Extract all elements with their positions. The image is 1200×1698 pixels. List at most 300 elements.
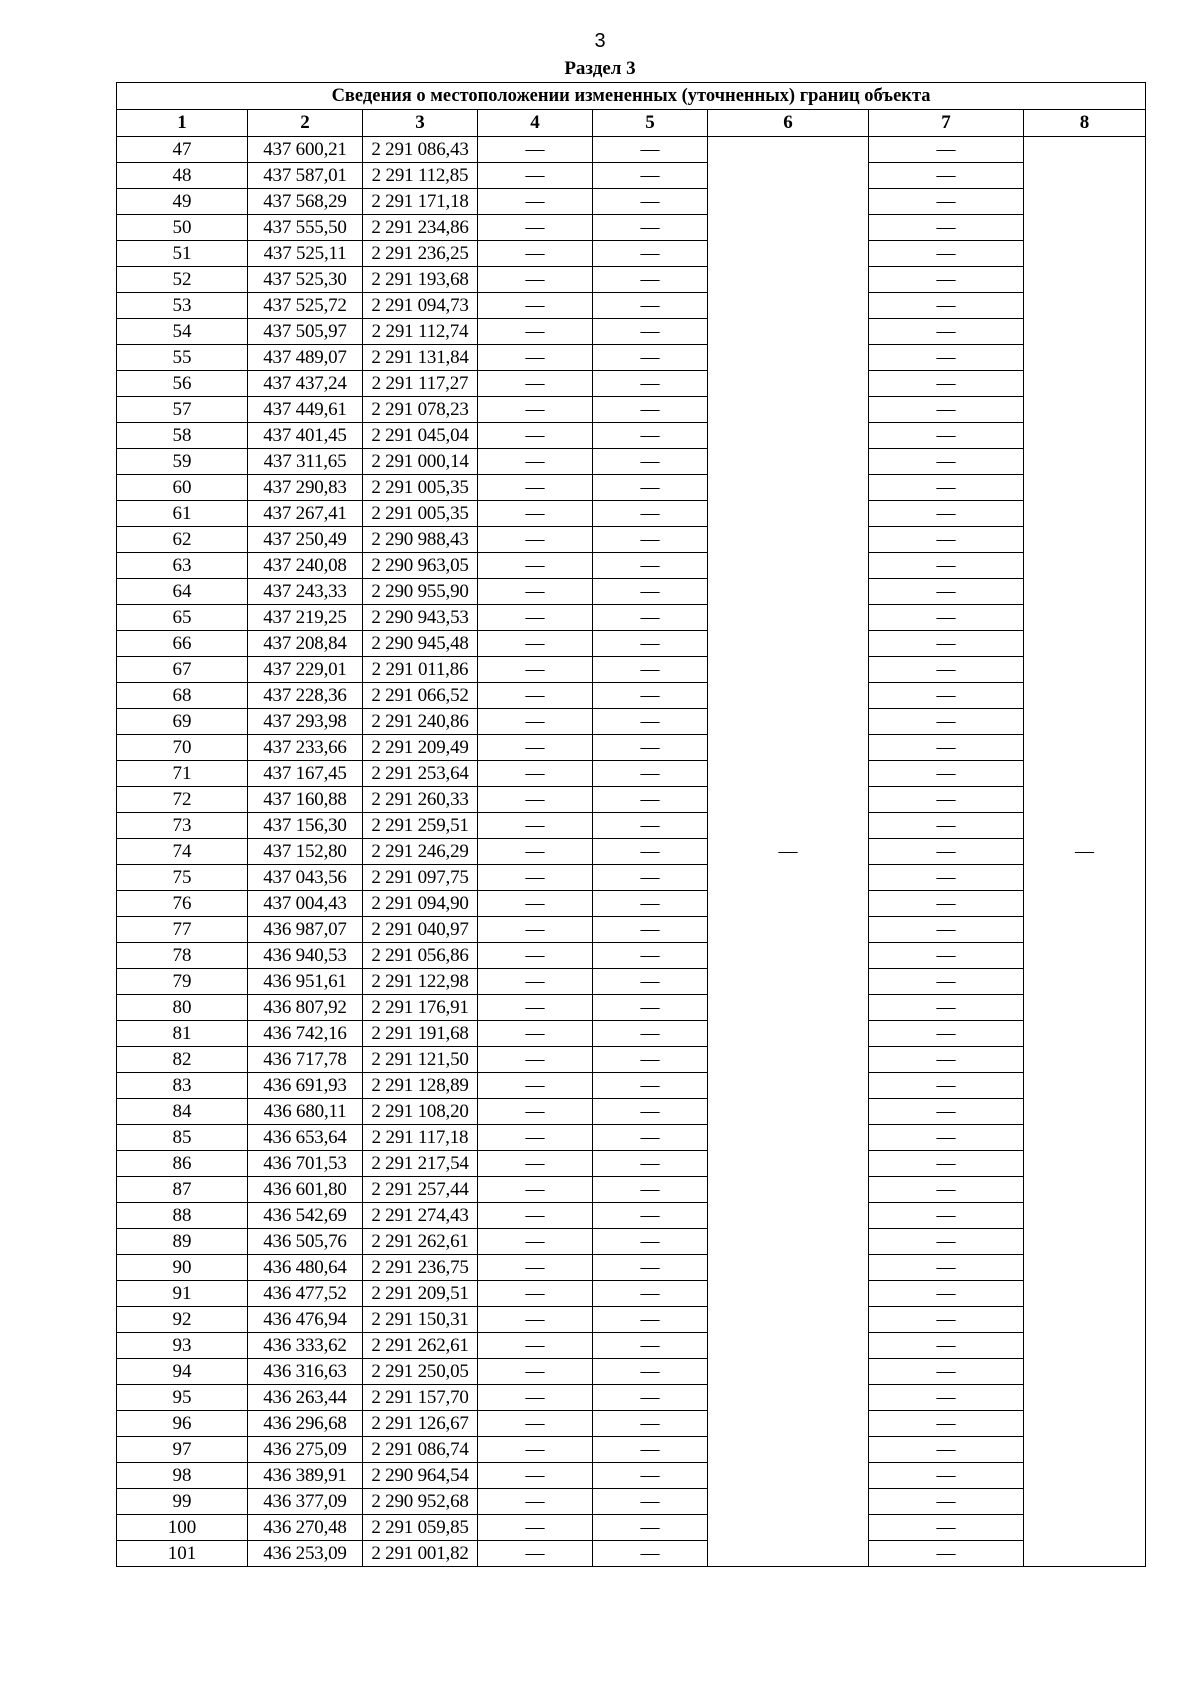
y-coordinate-cell: 2 291 217,54 (363, 1151, 478, 1177)
table-row (117, 1541, 1146, 1567)
column-7-cell: — (869, 1203, 1024, 1229)
point-number-cell: 56 (117, 371, 248, 397)
column-7-cell: — (869, 813, 1024, 839)
column-4-cell: — (478, 917, 593, 943)
y-coordinate-cell: 2 291 157,70 (363, 1385, 478, 1411)
column-7-cell: — (869, 215, 1024, 241)
x-coordinate-cell: 437 229,01 (248, 657, 363, 683)
point-number-cell: 98 (117, 1463, 248, 1489)
column-7-cell: — (869, 657, 1024, 683)
column-7-cell: — (869, 683, 1024, 709)
point-number-cell: 58 (117, 423, 248, 449)
column-5-cell: — (593, 1021, 708, 1047)
column-7-cell: — (869, 449, 1024, 475)
y-coordinate-cell: 2 291 094,73 (363, 293, 478, 319)
column-4-cell: — (478, 709, 593, 735)
column-4-cell: — (478, 761, 593, 787)
column-7-cell: — (869, 241, 1024, 267)
table-row (117, 1073, 1146, 1099)
point-number-cell: 82 (117, 1047, 248, 1073)
y-coordinate-cell: 2 291 112,74 (363, 319, 478, 345)
column-4-cell: — (478, 605, 593, 631)
column-4-cell: — (478, 423, 593, 449)
column-5-cell: — (593, 1177, 708, 1203)
column-4-cell: — (478, 1541, 593, 1567)
y-coordinate-cell: 2 291 209,51 (363, 1281, 478, 1307)
column-5-cell: — (593, 475, 708, 501)
y-coordinate-cell: 2 291 097,75 (363, 865, 478, 891)
x-coordinate-cell: 436 377,09 (248, 1489, 363, 1515)
column-7-cell: — (869, 501, 1024, 527)
table-row (117, 241, 1146, 267)
point-number-cell: 47 (117, 137, 248, 163)
table-row (117, 137, 1146, 163)
column-7-cell: — (869, 1411, 1024, 1437)
point-number-cell: 83 (117, 1073, 248, 1099)
column-5-cell: — (593, 969, 708, 995)
y-coordinate-cell: 2 291 078,23 (363, 397, 478, 423)
x-coordinate-cell: 437 160,88 (248, 787, 363, 813)
point-number-cell: 76 (117, 891, 248, 917)
table-row (117, 1203, 1146, 1229)
point-number-cell: 97 (117, 1437, 248, 1463)
point-number-cell: 78 (117, 943, 248, 969)
x-coordinate-cell: 436 742,16 (248, 1021, 363, 1047)
x-coordinate-cell: 436 717,78 (248, 1047, 363, 1073)
column-7-cell: — (869, 423, 1024, 449)
x-coordinate-cell: 436 263,44 (248, 1385, 363, 1411)
x-coordinate-cell: 437 208,84 (248, 631, 363, 657)
point-number-cell: 48 (117, 163, 248, 189)
y-coordinate-cell: 2 291 000,14 (363, 449, 478, 475)
table-row (117, 761, 1146, 787)
column-number-row (117, 110, 1146, 137)
y-coordinate-cell: 2 290 952,68 (363, 1489, 478, 1515)
y-coordinate-cell: 2 291 209,49 (363, 735, 478, 761)
x-coordinate-cell: 437 401,45 (248, 423, 363, 449)
column-5-cell: — (593, 1385, 708, 1411)
column-7-cell: — (869, 1125, 1024, 1151)
column-7-cell: — (869, 293, 1024, 319)
point-number-cell: 52 (117, 267, 248, 293)
column-5-cell: — (593, 1437, 708, 1463)
table-row (117, 371, 1146, 397)
column-7-cell: — (869, 917, 1024, 943)
column-4-cell: — (478, 475, 593, 501)
point-number-cell: 54 (117, 319, 248, 345)
column-7-cell: — (869, 475, 1024, 501)
column-5-cell: — (593, 1281, 708, 1307)
table-row (117, 969, 1146, 995)
y-coordinate-cell: 2 290 943,53 (363, 605, 478, 631)
column-4-cell: — (478, 1307, 593, 1333)
point-number-cell: 87 (117, 1177, 248, 1203)
y-coordinate-cell: 2 291 193,68 (363, 267, 478, 293)
table-body (117, 137, 1146, 1567)
x-coordinate-cell: 437 555,50 (248, 215, 363, 241)
table-row (117, 943, 1146, 969)
table-row (117, 397, 1146, 423)
column-5-cell: — (593, 813, 708, 839)
point-number-cell: 88 (117, 1203, 248, 1229)
point-number-cell: 70 (117, 735, 248, 761)
column-5-cell: — (593, 1073, 708, 1099)
column-4-cell: — (478, 891, 593, 917)
table-row (117, 1177, 1146, 1203)
y-coordinate-cell: 2 291 236,75 (363, 1255, 478, 1281)
y-coordinate-cell: 2 291 059,85 (363, 1515, 478, 1541)
column-5-cell: — (593, 891, 708, 917)
x-coordinate-cell: 436 333,62 (248, 1333, 363, 1359)
column-5-cell: — (593, 683, 708, 709)
x-coordinate-cell: 437 600,21 (248, 137, 363, 163)
x-coordinate-cell: 436 807,92 (248, 995, 363, 1021)
table-row (117, 553, 1146, 579)
table-row (117, 1047, 1146, 1073)
column-5-cell: — (593, 1255, 708, 1281)
y-coordinate-cell: 2 291 094,90 (363, 891, 478, 917)
column-number: 5 (593, 110, 708, 137)
column-7-cell: — (869, 527, 1024, 553)
point-number-cell: 51 (117, 241, 248, 267)
column-7-cell: — (869, 1047, 1024, 1073)
column-4-cell: — (478, 527, 593, 553)
column-4-cell: — (478, 1385, 593, 1411)
column-7-cell: — (869, 891, 1024, 917)
column-5-cell: — (593, 839, 708, 865)
table-row (117, 527, 1146, 553)
x-coordinate-cell: 437 152,80 (248, 839, 363, 865)
point-number-cell: 90 (117, 1255, 248, 1281)
table-row (117, 267, 1146, 293)
column-5-cell: — (593, 1333, 708, 1359)
column-4-cell: — (478, 1255, 593, 1281)
point-number-cell: 72 (117, 787, 248, 813)
column-4-cell: — (478, 787, 593, 813)
column-4-cell: — (478, 137, 593, 163)
column-5-cell: — (593, 1099, 708, 1125)
column-7-cell: — (869, 1541, 1024, 1567)
column-7-cell: — (869, 995, 1024, 1021)
y-coordinate-cell: 2 291 171,18 (363, 189, 478, 215)
y-coordinate-cell: 2 291 262,61 (363, 1333, 478, 1359)
x-coordinate-cell: 437 525,30 (248, 267, 363, 293)
column-5-cell: — (593, 293, 708, 319)
table-row (117, 1411, 1146, 1437)
column-4-cell: — (478, 1359, 593, 1385)
y-coordinate-cell: 2 290 964,54 (363, 1463, 478, 1489)
x-coordinate-cell: 436 505,76 (248, 1229, 363, 1255)
table-row (117, 813, 1146, 839)
x-coordinate-cell: 437 489,07 (248, 345, 363, 371)
table-row (117, 787, 1146, 813)
column-7-cell: — (869, 579, 1024, 605)
point-number-cell: 95 (117, 1385, 248, 1411)
column-4-cell: — (478, 1333, 593, 1359)
column-4-cell: — (478, 163, 593, 189)
column-7-cell: — (869, 1099, 1024, 1125)
column-number: 8 (1024, 110, 1146, 137)
table-row (117, 1489, 1146, 1515)
y-coordinate-cell: 2 291 246,29 (363, 839, 478, 865)
x-coordinate-cell: 436 951,61 (248, 969, 363, 995)
table-row (117, 215, 1146, 241)
column-7-cell: — (869, 319, 1024, 345)
point-number-cell: 57 (117, 397, 248, 423)
column-5-cell: — (593, 553, 708, 579)
column-7-cell: — (869, 1229, 1024, 1255)
point-number-cell: 85 (117, 1125, 248, 1151)
column-5-cell: — (593, 631, 708, 657)
y-coordinate-cell: 2 291 040,97 (363, 917, 478, 943)
y-coordinate-cell: 2 291 259,51 (363, 813, 478, 839)
table-row (117, 631, 1146, 657)
column-4-cell: — (478, 631, 593, 657)
column-number: 7 (869, 110, 1024, 137)
column-5-cell: — (593, 1411, 708, 1437)
y-coordinate-cell: 2 291 131,84 (363, 345, 478, 371)
column-7-cell: — (869, 189, 1024, 215)
table-row (117, 891, 1146, 917)
column-5-cell: — (593, 1047, 708, 1073)
y-coordinate-cell: 2 291 253,64 (363, 761, 478, 787)
x-coordinate-cell: 437 525,11 (248, 241, 363, 267)
column-4-cell: — (478, 1437, 593, 1463)
y-coordinate-cell: 2 291 191,68 (363, 1021, 478, 1047)
table-row (117, 1125, 1146, 1151)
x-coordinate-cell: 436 476,94 (248, 1307, 363, 1333)
point-number-cell: 62 (117, 527, 248, 553)
x-coordinate-cell: 437 525,72 (248, 293, 363, 319)
x-coordinate-cell: 437 043,56 (248, 865, 363, 891)
y-coordinate-cell: 2 291 066,52 (363, 683, 478, 709)
table-heading: Сведения о местоположении измененных (уточненных) границ объекта (117, 83, 1146, 110)
column-4-cell: — (478, 813, 593, 839)
column-4-cell: — (478, 1489, 593, 1515)
y-coordinate-cell: 2 291 257,44 (363, 1177, 478, 1203)
x-coordinate-cell: 436 987,07 (248, 917, 363, 943)
column-4-cell: — (478, 839, 593, 865)
column-7-cell: — (869, 1177, 1024, 1203)
column-5-cell: — (593, 527, 708, 553)
table-row (117, 1229, 1146, 1255)
table-row (117, 501, 1146, 527)
column-7-cell: — (869, 631, 1024, 657)
x-coordinate-cell: 437 167,45 (248, 761, 363, 787)
column-7-cell: — (869, 1073, 1024, 1099)
column-4-cell: — (478, 1203, 593, 1229)
point-number-cell: 96 (117, 1411, 248, 1437)
column-4-cell: — (478, 1411, 593, 1437)
x-coordinate-cell: 436 701,53 (248, 1151, 363, 1177)
table-row (117, 579, 1146, 605)
x-coordinate-cell: 437 233,66 (248, 735, 363, 761)
y-coordinate-cell: 2 291 108,20 (363, 1099, 478, 1125)
column-5-cell: — (593, 943, 708, 969)
point-number-cell: 84 (117, 1099, 248, 1125)
x-coordinate-cell: 437 587,01 (248, 163, 363, 189)
y-coordinate-cell: 2 291 260,33 (363, 787, 478, 813)
y-coordinate-cell: 2 291 005,35 (363, 501, 478, 527)
point-number-cell: 81 (117, 1021, 248, 1047)
column-7-cell: — (869, 163, 1024, 189)
column-5-cell: — (593, 709, 708, 735)
x-coordinate-cell: 437 293,98 (248, 709, 363, 735)
column-4-cell: — (478, 1073, 593, 1099)
y-coordinate-cell: 2 291 045,04 (363, 423, 478, 449)
column-7-cell: — (869, 735, 1024, 761)
column-7-cell: — (869, 267, 1024, 293)
column-7-cell: — (869, 1515, 1024, 1541)
column-5-cell: — (593, 319, 708, 345)
y-coordinate-cell: 2 291 240,86 (363, 709, 478, 735)
table-row (117, 605, 1146, 631)
table-row (117, 995, 1146, 1021)
x-coordinate-cell: 437 568,29 (248, 189, 363, 215)
y-coordinate-cell: 2 291 236,25 (363, 241, 478, 267)
column-7-cell: — (869, 943, 1024, 969)
x-coordinate-cell: 437 311,65 (248, 449, 363, 475)
point-number-cell: 69 (117, 709, 248, 735)
x-coordinate-cell: 436 653,64 (248, 1125, 363, 1151)
point-number-cell: 79 (117, 969, 248, 995)
column-5-cell: — (593, 501, 708, 527)
column-5-cell: — (593, 267, 708, 293)
column-7-cell: — (869, 1489, 1024, 1515)
y-coordinate-cell: 2 291 086,43 (363, 137, 478, 163)
table-row (117, 293, 1146, 319)
point-number-cell: 68 (117, 683, 248, 709)
column-5-cell: — (593, 163, 708, 189)
y-coordinate-cell: 2 291 176,91 (363, 995, 478, 1021)
column-5-cell: — (593, 189, 708, 215)
column-4-cell: — (478, 1047, 593, 1073)
column-4-cell: — (478, 969, 593, 995)
table-row (117, 1255, 1146, 1281)
column-7-cell: — (869, 1463, 1024, 1489)
table-row (117, 1307, 1146, 1333)
table-row (117, 1021, 1146, 1047)
column-5-cell: — (593, 917, 708, 943)
x-coordinate-cell: 437 250,49 (248, 527, 363, 553)
x-coordinate-cell: 437 156,30 (248, 813, 363, 839)
table-row (117, 865, 1146, 891)
column-5-cell: — (593, 449, 708, 475)
column-7-cell: — (869, 969, 1024, 995)
column-5-cell: — (593, 865, 708, 891)
point-number-cell: 64 (117, 579, 248, 605)
table-row (117, 1463, 1146, 1489)
column-7-cell: — (869, 1385, 1024, 1411)
point-number-cell: 65 (117, 605, 248, 631)
column-4-cell: — (478, 579, 593, 605)
column-4-cell: — (478, 995, 593, 1021)
column-7-cell: — (869, 137, 1024, 163)
table-row (117, 163, 1146, 189)
point-number-cell: 66 (117, 631, 248, 657)
column-7-cell: — (869, 1359, 1024, 1385)
x-coordinate-cell: 437 243,33 (248, 579, 363, 605)
point-number-cell: 55 (117, 345, 248, 371)
point-number-cell: 75 (117, 865, 248, 891)
x-coordinate-cell: 436 296,68 (248, 1411, 363, 1437)
point-number-cell: 94 (117, 1359, 248, 1385)
x-coordinate-cell: 437 437,24 (248, 371, 363, 397)
column-number: 4 (478, 110, 593, 137)
table-row (117, 345, 1146, 371)
y-coordinate-cell: 2 291 117,18 (363, 1125, 478, 1151)
column-7-cell: — (869, 761, 1024, 787)
column-5-cell: — (593, 579, 708, 605)
column-4-cell: — (478, 943, 593, 969)
column-5-cell: — (593, 1359, 708, 1385)
point-number-cell: 99 (117, 1489, 248, 1515)
x-coordinate-cell: 437 449,61 (248, 397, 363, 423)
x-coordinate-cell: 437 004,43 (248, 891, 363, 917)
point-number-cell: 61 (117, 501, 248, 527)
x-coordinate-cell: 437 219,25 (248, 605, 363, 631)
column-4-cell: — (478, 1021, 593, 1047)
point-number-cell: 74 (117, 839, 248, 865)
column-number: 3 (363, 110, 478, 137)
y-coordinate-cell: 2 291 001,82 (363, 1541, 478, 1567)
column-4-cell: — (478, 1463, 593, 1489)
y-coordinate-cell: 2 291 117,27 (363, 371, 478, 397)
x-coordinate-cell: 436 270,48 (248, 1515, 363, 1541)
x-coordinate-cell: 436 480,64 (248, 1255, 363, 1281)
table-row (117, 449, 1146, 475)
point-number-cell: 53 (117, 293, 248, 319)
y-coordinate-cell: 2 291 086,74 (363, 1437, 478, 1463)
column-5-cell: — (593, 371, 708, 397)
column-4-cell: — (478, 189, 593, 215)
x-coordinate-cell: 436 601,80 (248, 1177, 363, 1203)
column-7-cell: — (869, 1333, 1024, 1359)
column-7-cell: — (869, 1437, 1024, 1463)
x-coordinate-cell: 436 389,91 (248, 1463, 363, 1489)
x-coordinate-cell: 436 316,63 (248, 1359, 363, 1385)
page-number: 3 (594, 30, 606, 52)
column-4-cell: — (478, 215, 593, 241)
column-4-cell: — (478, 345, 593, 371)
y-coordinate-cell: 2 291 005,35 (363, 475, 478, 501)
table-row (117, 1385, 1146, 1411)
point-number-cell: 67 (117, 657, 248, 683)
point-number-cell: 59 (117, 449, 248, 475)
column-5-cell: — (593, 1229, 708, 1255)
table-row (117, 319, 1146, 345)
table-row (117, 917, 1146, 943)
column-7-cell: — (869, 839, 1024, 865)
x-coordinate-cell: 436 542,69 (248, 1203, 363, 1229)
column-5-cell: — (593, 995, 708, 1021)
y-coordinate-cell: 2 291 011,86 (363, 657, 478, 683)
column-5-cell: — (593, 735, 708, 761)
column-7-cell: — (869, 553, 1024, 579)
column-7-cell: — (869, 345, 1024, 371)
column-4-cell: — (478, 1281, 593, 1307)
y-coordinate-cell: 2 291 112,85 (363, 163, 478, 189)
column-5-cell: — (593, 423, 708, 449)
column-7-cell: — (869, 1281, 1024, 1307)
column-4-cell: — (478, 449, 593, 475)
table-row (117, 423, 1146, 449)
table-row (117, 1333, 1146, 1359)
column-5-cell: — (593, 241, 708, 267)
section-title: Раздел 3 (564, 58, 636, 79)
y-coordinate-cell: 2 290 945,48 (363, 631, 478, 657)
column-5-cell: — (593, 1307, 708, 1333)
